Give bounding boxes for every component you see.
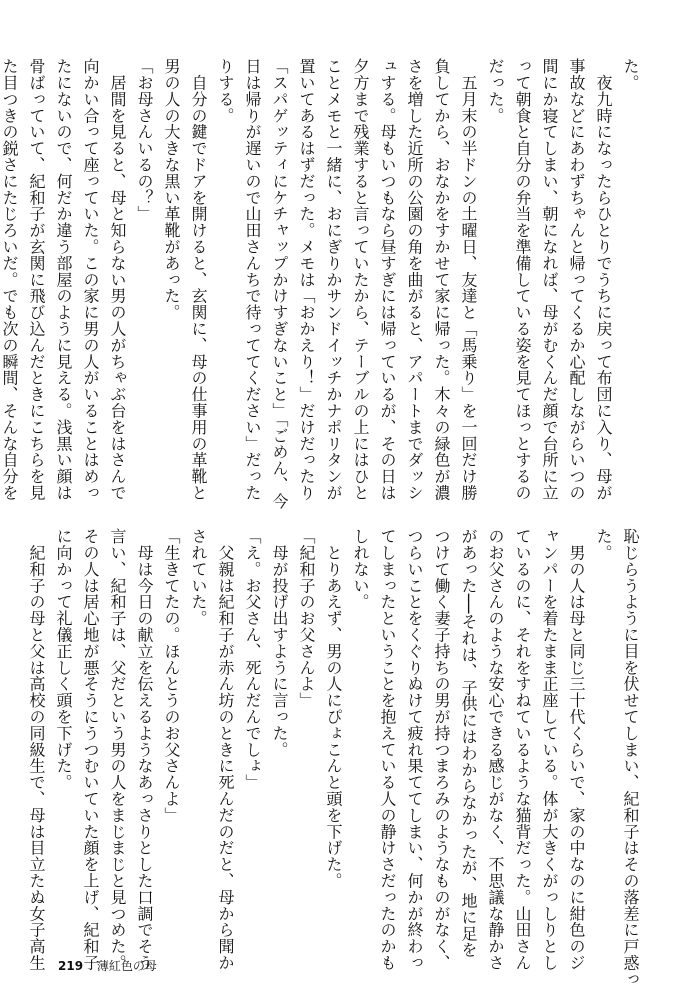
page-number: 219: [58, 959, 84, 973]
text-column: 骨ばっていて、紀和子が玄関に飛び込んだときにこちらを見: [27, 58, 46, 501]
text-column: 言い、紀和子は、父だという男の人をまじまじと見つめた。: [108, 528, 127, 971]
text-column: 男の人は母と同じ三十代くらいで、家の中なのに紺色のジ: [567, 528, 586, 971]
text-column: しれない。: [351, 528, 370, 610]
text-column: た目つきの鋭さにたじろいだ。でも次の瞬間、そんな自分を: [0, 58, 19, 501]
text-column: ことメモと一緒に、おにぎりかサンドイッチかナポリタンが: [324, 58, 343, 501]
text-column: つけて働く妻子持ちの男が持つまろみのようなものがなく、: [432, 528, 451, 971]
text-column: 居間を見ると、母と知らない男の人がちゃぶ台をはさんで: [108, 58, 127, 501]
text-column: のお父さんのような安心できる感じがなく、不思議な静かさ: [486, 528, 505, 971]
text-column: とりあえず、男の人にぴょこんと頭を下げた。: [324, 528, 343, 889]
text-column: た。: [594, 528, 613, 561]
text-column: 「紀和子のお父さんよ」: [297, 528, 316, 709]
text-column: 夕方まで残業すると言っていたから、テーブルの上にはひと: [351, 58, 370, 501]
text-column: 向かい合って座っていた。この家に男の人がいることはめっ: [81, 58, 100, 501]
text-column: 男の人の大きな黒い革靴があった。: [162, 58, 181, 321]
text-column: 母は今日の献立を伝えるようなあっさりとした口調でそう: [135, 528, 154, 971]
text-column: 事故などにあわずちゃんと帰ってくるか心配しながらいつの: [567, 58, 586, 501]
text-column: つらいことをくぐりぬけて疲れ果ててしまい、何かが終わっ: [405, 528, 424, 971]
text-column: 紀和子の母と父は高校の同級生で、母は目立たぬ女子高生: [27, 528, 46, 971]
text-column: その人は居心地が悪そうにうつむいていた顔を上げ、紀和子: [81, 528, 100, 971]
page-footer: [58, 957, 157, 974]
text-column: 「生きてたの。ほんとうのお父さんよ」: [162, 528, 181, 824]
text-column: 「え。お父さん、死んだんでしょ」: [243, 528, 262, 791]
text-column: りする。: [216, 58, 235, 124]
text-column: てしまったということを抱えている人の静けさだったのかも: [378, 528, 397, 971]
text-column: 置いてあるはずだった。メモは「おかえり！」だけだったり: [297, 58, 316, 501]
text-column: 「スパゲッティにケチャップかけすぎないこと」「ごめん、今: [270, 58, 289, 510]
text-column: さを増した近所の公園の角を曲がると、アパートまでダッシ: [405, 58, 424, 501]
text-column: 負してから、おなかをすかせて家に帰った。木々の緑色が濃: [432, 58, 451, 501]
text-column: 父親は紀和子が赤ん坊のときに死んだのだと、母から聞か: [216, 528, 235, 971]
text-column: 自分の鍵でドアを開けると、玄関に、母の仕事用の革靴と: [189, 58, 208, 501]
text-column: た。: [621, 58, 640, 91]
running-title: 薄紅色の母: [96, 959, 157, 973]
text-column: 五月末の半ドンの土曜日、友達と「馬乗り」を一回だけ勝: [459, 58, 478, 501]
text-column: があった──それは、子供にはわからなかったが、地に足を: [459, 528, 478, 959]
text-column: 日は帰りが遅いので山田さんちで待っててください」だった: [243, 58, 262, 501]
text-column: 間にか寝てしまい、朝になれば、母がむくんだ顔で台所に立: [540, 58, 559, 501]
text-column: 「お母さんいるの？」: [135, 58, 154, 222]
text-column: 母が投げ出すように言った。: [270, 528, 289, 758]
text-column: だった。: [486, 58, 505, 124]
text-column: に向かって礼儀正しく頭を下げた。: [54, 528, 73, 791]
text-column: ュする。母もいつもなら昼すぎには帰っているが、その日は: [378, 58, 397, 501]
text-column: ているのに、それをすねているような猫背だった。山田さん: [513, 528, 532, 971]
upper-text-block: [0, 58, 644, 510]
text-column: されていた。: [189, 528, 208, 627]
text-column: ャンパーを着たまま正座している。体が大きくがっしりとし: [540, 528, 559, 971]
text-column: 夜九時になったらひとりでうちに戻って布団に入り、母が: [594, 58, 613, 501]
text-column: 恥じらうように目を伏せてしまい、紀和子はその落差に戸惑っ: [621, 528, 640, 988]
text-column: って朝食と自分の弁当を準備している姿を見てほっとするの: [513, 58, 532, 501]
text-column: たにないので、何だか違う部屋のように見える。浅黒い顔は: [54, 58, 73, 501]
